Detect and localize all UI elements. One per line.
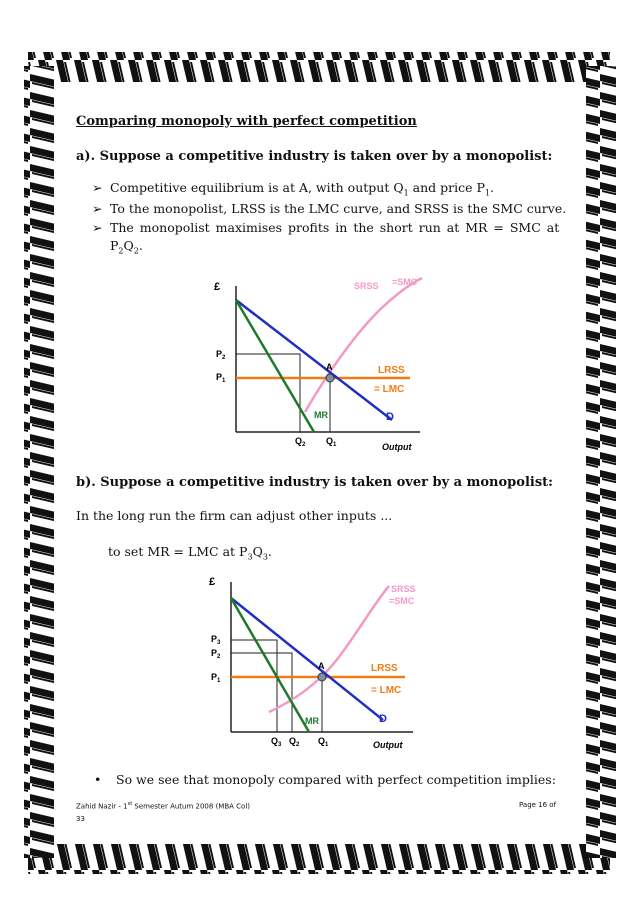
footer-page-total: 33	[76, 815, 85, 823]
point-a-label: A	[326, 362, 333, 372]
point-a-label: A	[318, 661, 325, 671]
q2-label: $Q_2$	[295, 436, 306, 448]
bullet-item: ➢ Competitive equilibrium is at A, with output $Q_1$ and price $P_1$.	[92, 180, 494, 198]
bullet-item: ➢ To the monopolist, LRSS is the LMC curve, and SRSS is the SMC curve.	[92, 201, 567, 216]
section-b-text-2: to set MR = LMC at $P_3Q_3$.	[108, 544, 272, 562]
mr-line	[236, 300, 314, 432]
section-a-heading: a). Suppose a competitive industry is taken over by a monopolist:	[76, 149, 553, 164]
p2-q2-guide	[231, 653, 292, 732]
pound-label: £	[209, 576, 216, 588]
p1-label: $P_1$	[211, 672, 221, 684]
demand-line	[236, 300, 392, 420]
output-axis-label: Output	[382, 442, 412, 452]
q2-label: $Q_2$	[289, 736, 300, 748]
arrow-bullet-icon: ➢	[92, 220, 103, 235]
srss-label: SRSS	[391, 584, 416, 594]
demand-line	[231, 598, 383, 720]
q1-label: $Q_1$	[318, 736, 329, 748]
lmc-label: = LMC	[371, 685, 402, 696]
output-axis-label: Output	[373, 740, 403, 750]
mr-label: MR	[314, 410, 328, 420]
demand-label: D	[379, 713, 387, 725]
srss-label: SRSS	[354, 281, 379, 291]
p3-q3-guide	[231, 640, 277, 732]
equilibrium-point-a	[326, 374, 334, 382]
p3-label: $P_3$	[211, 634, 221, 646]
p2-label: $P_2$	[216, 349, 226, 361]
smc-label: =SMC	[392, 277, 418, 287]
lmc-label: = LMC	[374, 384, 405, 395]
footer-page-number: Page 16 of	[519, 801, 557, 809]
bullet-dot-icon: •	[94, 772, 102, 787]
srss-curve	[305, 278, 422, 412]
section-b-text: In the long run the firm can adjust other inputs ...	[76, 508, 393, 523]
p1-label: $P_1$	[216, 372, 226, 384]
q1-label: $Q_1$	[326, 436, 337, 448]
p2-label: $P_2$	[211, 648, 221, 660]
arrow-bullet-icon: ➢	[92, 180, 103, 195]
arrow-bullet-icon: ➢	[92, 201, 103, 216]
bullet-continuation: $P_2Q_2$.	[110, 238, 143, 256]
lrss-label: LRSS	[378, 365, 405, 376]
final-bullet: • So we see that monopoly compared with perfect competition implies:	[94, 772, 556, 787]
bullet-item: ➢ The monopolist maximises profits in the short run at MR = SMC at	[92, 220, 560, 235]
footer-left: Zahid Nazir - 1st Semester Autum 2008 (MBA Col)	[76, 801, 250, 811]
monopoly-long-run-diagram	[205, 572, 425, 757]
mr-label: MR	[305, 716, 319, 726]
smc-label: =SMC	[389, 596, 415, 606]
section-b-heading: b). Suppose a competitive industry is taken over by a monopolist:	[76, 475, 553, 490]
pound-label: £	[214, 281, 221, 293]
lrss-label: LRSS	[371, 663, 398, 674]
page-title: Comparing monopoly with perfect competition	[76, 114, 417, 129]
q3-label: $Q_3$	[271, 736, 282, 748]
equilibrium-point-a	[318, 673, 326, 681]
monopoly-short-run-diagram	[210, 272, 430, 457]
demand-label: D	[386, 411, 394, 423]
